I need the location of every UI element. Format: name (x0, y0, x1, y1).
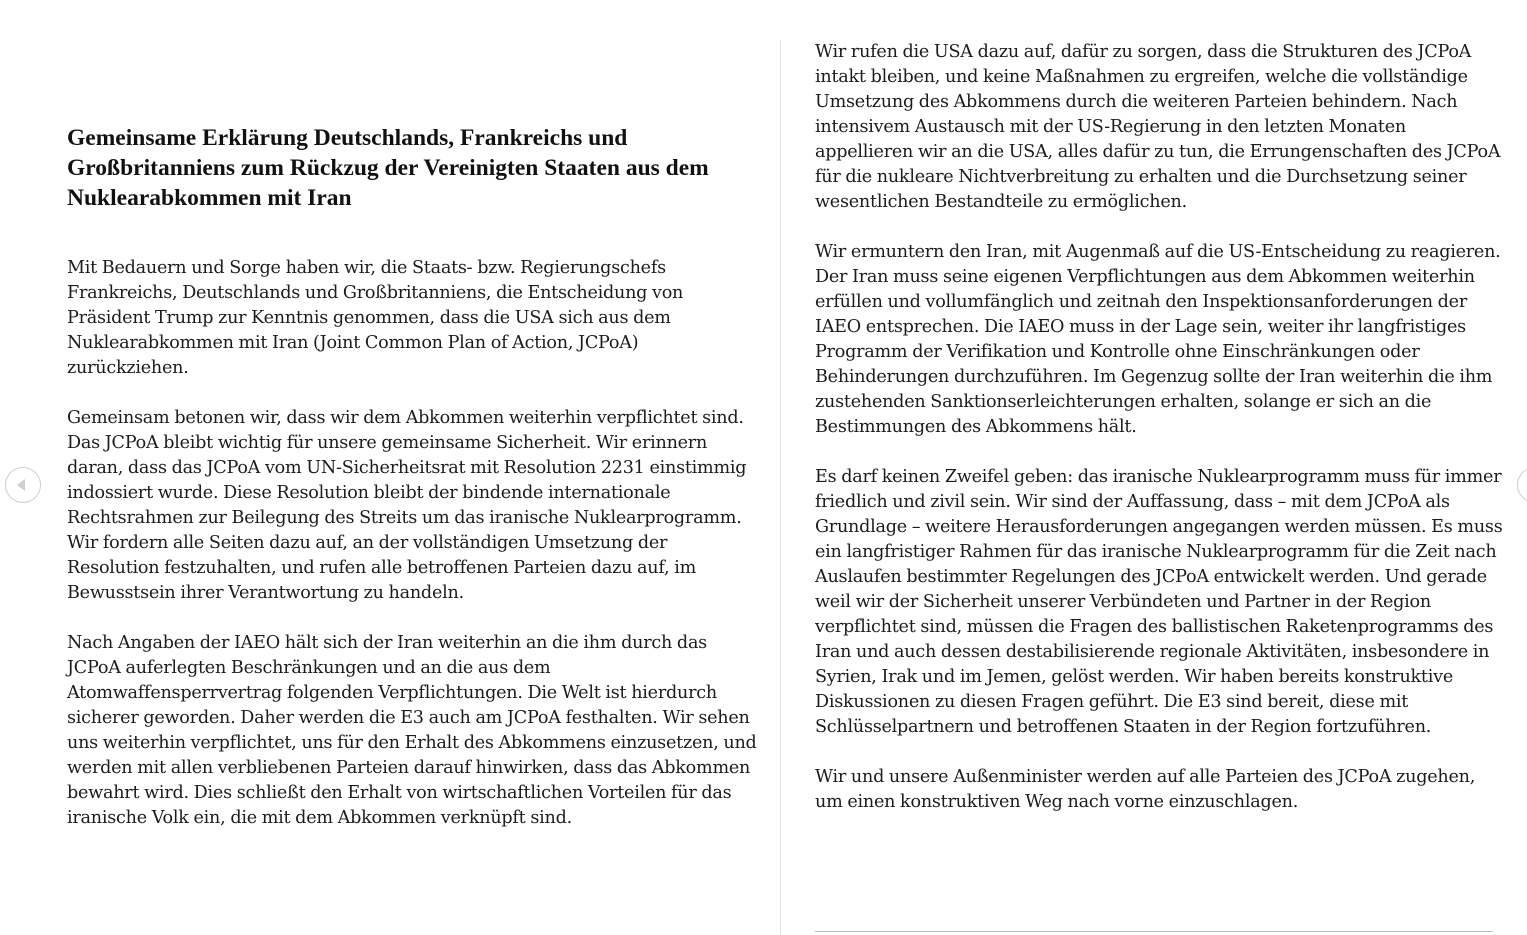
page-end-rule (815, 931, 1493, 932)
page-divider (780, 40, 781, 935)
paragraph: Wir ermuntern den Iran, mit Augenmaß auf die US-Entscheidung zu reagieren. Der Iran muss seine eigenen Verpflichtungen aus dem Abkommen weiterhin erfüllen und vollumfänglich und zeitnah den Inspektionsanforderungen der IAEO entsprechen. Die IAEO muss in der Lage sein, weiter ihr langfristiges Programm der Verifikation und Kontrolle ohne Einschränkungen oder Behinderungen durchzuführen. Im Gegenzug sollte der Iran weiterhin die ihm zustehenden Sanktionserleichterungen erhalten, solange er sich an die Bestimmungen des Abkommens hält. (815, 242, 1501, 437)
previous-page-button[interactable] (5, 467, 41, 503)
next-page-button[interactable] (1517, 467, 1527, 503)
paragraph: Es darf keinen Zweifel geben: das iranische Nuklearprogramm muss für immer friedlich und zivil sein. Wir sind der Auffassung, dass – mit dem JCPoA als Grundlage – weitere Herausforderungen angegangen werden müssen. Es muss ein langfristiger Rahmen für das iranische Nuklearprogramm für die Zeit nach Auslaufen bestimmter Regelungen des JCPoA entwickelt werden. Und gerade weil wir der Sicherheit unserer Verbündeten und Partner in der Region verpflichtet sind, müssen die Fragen des ballistischen Raketenprogramms des Iran und auch dessen destabilisierende regionale Aktivitäten, insbesondere in Syrien, Irak und im Jemen, gelöst werden. Wir haben bereits konstruktive Diskussionen zu diesen Fragen geführt. Die E3 sind bereit, diese mit Schlüsselpartnern und betroffenen Staaten in der Region fortzuführen. (815, 467, 1503, 737)
document-title: Gemeinsame Erklärung Deutschlands, Frankreichs und Großbritanniens zum Rückzug der Vereinigten Staaten aus dem Nuklearabkommen mit Iran (67, 125, 709, 211)
right-page (815, 40, 1505, 840)
paragraph: Wir und unsere Außenminister werden auf alle Parteien des JCPoA zugehen, um einen konstruktiven Weg nach vorne einzuschlagen. (815, 767, 1476, 812)
paragraph: Mit Bedauern und Sorge haben wir, die Staats- bzw. Regierungschefs Frankreichs, Deutschlands und Großbritanniens, die Entscheidung von Präsident Trump zur Kenntnis genommen, dass die USA sich aus dem Nuklearabkommen mit Iran (Joint Common Plan of Action, JCPoA) zurückziehen. (67, 258, 684, 378)
paragraph: Nach Angaben der IAEO hält sich der Iran weiterhin an die ihm durch das JCPoA auferlegten Beschränkungen und an die aus dem Atomwaffensperrvertrag folgenden Verpflichtungen. Die Welt ist hierdurch sicherer geworden. Daher werden die E3 auch am JCPoA festhalten. Wir sehen uns weiterhin verpflichtet, uns für den Erhalt des Abkommens einzusetzen, und werden mit allen verbliebenen Parteien darauf hinwirken, dass das Abkommen bewahrt wird. Dies schließt den Erhalt von wirtschaftlichen Vorteilen für das iranische Volk ein, die mit dem Abkommen verknüpft sind. (67, 633, 757, 828)
paragraph: Wir rufen die USA dazu auf, dafür zu sorgen, dass die Strukturen des JCPoA intakt bleiben, und keine Maßnahmen zu ergreifen, welche die vollständige Umsetzung des Abkommens durch die weiteren Parteien behindern. Nach intensivem Austausch mit der US-Regierung in den letzten Monaten appellieren wir an die USA, alles dafür zu tun, die Errungenschaften des JCPoA für die nukleare Nichtverbreitung zu erhalten und die Durchsetzung seiner wesentlichen Bestandteile zu ermöglichen. (815, 42, 1501, 212)
left-page-body (67, 256, 757, 856)
paragraph: Gemeinsam betonen wir, dass wir dem Abkommen weiterhin verpflichtet sind. Das JCPoA bleibt wichtig für unsere gemeinsame Sicherheit. Wir erinnern daran, dass das JCPoA vom UN-Sicherheitsrat mit Resolution 2231 einstimmig indossiert wurde. Diese Resolution bleibt der bindende internationale Rechtsrahmen zur Beilegung des Streits um das iranische Nuklearprogramm. Wir fordern alle Seiten dazu auf, an der vollständigen Umsetzung der Resolution festzuhalten, und rufen alle betroffenen Parteien dazu auf, im Bewusstsein ihrer Verantwortung zu handeln. (67, 408, 747, 603)
chevron-left-icon (17, 479, 25, 491)
